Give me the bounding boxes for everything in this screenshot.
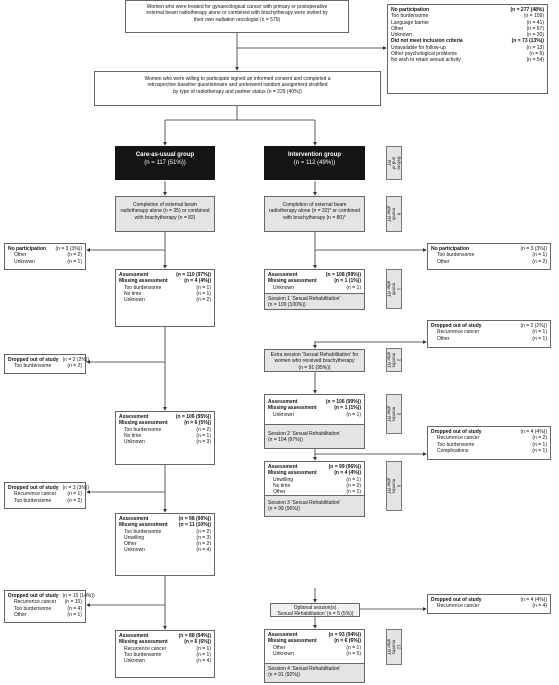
missing-row: Missing assessment (n = 6 (5%)) xyxy=(119,420,211,427)
cau-dropout-box-3 xyxy=(4,590,95,623)
group-title: Care-as-usual group xyxy=(135,152,195,158)
assessment-row: Assessment (n = 110 (97%)) xyxy=(119,272,211,278)
reason-row: Other (n = 1) xyxy=(273,489,361,496)
session-count: (n = 91 (92%)) xyxy=(268,672,301,679)
dropout-header: Dropped out of study (n = 4 (4%)) xyxy=(431,429,547,435)
dropout-row: Recurrence cancer (n = 4) xyxy=(437,603,547,610)
dropout-row: Too burdensome (n = 2) xyxy=(14,363,82,370)
extra-line: (n = 91 (95%)) xyxy=(298,364,331,371)
timepoint-label: 2 months after RT xyxy=(386,351,402,369)
timepoint-before-end-rt xyxy=(386,146,402,180)
reason-row: Too burdensome (n = 1) xyxy=(124,284,211,291)
reason-row: No time (n = 1) xyxy=(124,432,211,439)
invitation-box xyxy=(125,0,349,33)
cau-assessment-6m xyxy=(115,513,215,576)
dropout-row: Complications (n = 1) xyxy=(437,447,547,454)
int-session-3 xyxy=(264,495,365,517)
timepoint-label: 6 months after RT xyxy=(386,477,402,495)
timepoint-label: Before end of RT xyxy=(386,156,402,170)
missing-row: Missing assessment (n = 4 (4%)) xyxy=(119,278,211,285)
reason-row: No time (n = 1) xyxy=(124,290,211,297)
reason-row: Unknown (n = 1) xyxy=(273,411,361,418)
assessment-row: Assessment (n = 88 (94%)) xyxy=(119,633,211,639)
reason-row: No time (n = 2) xyxy=(273,482,361,489)
extra-line: women who received brachytherapy xyxy=(274,358,355,365)
no-participation-header: No participation (n = 277 (48%) xyxy=(391,7,544,13)
reason-row: Unknown (n = 4) xyxy=(124,658,211,665)
reason-row: Language barrier (n = 41) xyxy=(391,19,544,26)
missing-row: Missing assessment (n = 4 (4%)) xyxy=(268,470,361,477)
int-assessment-1m xyxy=(264,269,365,293)
reason-row: Unknown (n = 3) xyxy=(124,439,211,446)
assessment-row: Assessment (n = 99 (96%)) xyxy=(268,464,361,470)
cau-assessment-3m xyxy=(115,411,215,465)
session-title: Session 1 ‘Sexual Rehabilitation’ xyxy=(268,296,341,302)
invite-line: Women who were treated for gynaecological cancer with primary or postoperative xyxy=(146,4,328,10)
consent-box xyxy=(94,71,381,106)
cau-dropout-box-2 xyxy=(4,482,90,509)
consent-line: by type of radiotherapy and partner status (n = 229 (40%)) xyxy=(173,88,302,95)
cau-assessment-12m xyxy=(115,630,215,678)
reason-row: Unknown (n = 1) xyxy=(273,284,361,291)
reason-row: Unknown (n = 30) xyxy=(391,32,544,39)
dropout-row: Recurrence cancer (n = 1) xyxy=(437,329,547,336)
assessment-row: Assessment (n = 108 (99%)) xyxy=(268,272,361,278)
reason-row: Unknown (n = 2) xyxy=(124,297,211,304)
missing-row: Missing assessment (n = 1 (1%)) xyxy=(268,278,361,285)
int-assessment-3m xyxy=(264,394,365,424)
int-assessment-12m xyxy=(264,629,365,663)
reason-row: Too burdensome (n = 1) xyxy=(124,651,211,658)
dropout-row: Too burdensome (n = 1) xyxy=(437,441,547,448)
int-dropout-box-2 xyxy=(427,426,551,460)
missing-row: Missing assessment (n = 6 (6%)) xyxy=(268,638,361,645)
int-optional-session xyxy=(270,603,360,617)
int-extra-session xyxy=(264,349,365,372)
care-as-usual-header xyxy=(115,146,215,180)
extra-line: Extra session ‘Sexual Rehabilitation’ for xyxy=(270,352,359,358)
session-title: Session 2 ‘Sexual Rehabilitation’ xyxy=(268,431,341,437)
timepoint-label: 0 month after RT xyxy=(386,205,402,223)
int-completion-box xyxy=(264,196,365,232)
completion-line: radiotherapy alone (n = 32)* or combined xyxy=(268,208,361,215)
cau-no-participation-box xyxy=(4,243,86,270)
group-count: (n = 117 (51%)) xyxy=(144,159,186,166)
int-session-1 xyxy=(264,293,365,310)
timepoint-label: 3 months after RT xyxy=(386,405,402,423)
timepoint-1-month xyxy=(386,269,402,309)
np-header: No participation (n = 3 (3%)) xyxy=(431,246,547,252)
int-dropout-box-3 xyxy=(427,594,551,614)
dropout-header: Dropped out of study (n = 3 (3%)) xyxy=(8,485,90,491)
reason-row: Too burdensome (n = 109) xyxy=(391,13,544,20)
session-count: (n = 109 (100%)) xyxy=(268,302,306,309)
assessment-row: Assessment (n = 106 (95%)) xyxy=(119,414,211,420)
assessment-row: Assessment (n = 93 (94%)) xyxy=(268,632,361,638)
reason-row: Too burdensome (n = 2) xyxy=(124,426,211,433)
timepoint-6-months xyxy=(386,461,402,511)
dropout-row: Recurrence cancer (n = 2) xyxy=(437,435,547,442)
consent-line: retrospective baseline questionnaire and underwent random assignment stratified xyxy=(147,82,328,89)
group-count: (n = 112 (49%)) xyxy=(293,159,336,166)
group-title: Intervention group xyxy=(288,152,341,158)
inclusion-criteria-header: Did not meet inclusion criteria (n = 73 (13%)) xyxy=(391,38,544,45)
reason-row: Unwilling (n = 1) xyxy=(273,476,361,483)
timepoint-3-months xyxy=(386,394,402,434)
timepoint-0-month xyxy=(386,196,402,232)
optional-line: Optional session(s) xyxy=(293,605,337,611)
cau-completion-box xyxy=(115,196,215,232)
intervention-header xyxy=(264,146,365,180)
dropout-header: Dropped out of study (n = 2 (2%)) xyxy=(431,323,547,329)
int-session-2 xyxy=(264,424,365,449)
missing-row: Missing assessment (n = 6 (6%)) xyxy=(119,639,211,646)
session-title: Session 3 ‘Sexual Rehabilitation’ xyxy=(268,500,341,506)
timepoint-2-months xyxy=(386,348,402,372)
completion-line: with brachytherapy (n = 82) xyxy=(134,214,196,221)
reason-row: Unavailable for follow-up (n = 13) xyxy=(391,44,544,51)
reason-row: Other psychological problems (n = 6) xyxy=(391,51,544,58)
np-row: Too burdensome (n = 1) xyxy=(437,252,547,259)
invite-line: their own radiation oncologist (n = 579) xyxy=(193,16,281,23)
np-row: Unknown (n = 1) xyxy=(14,258,82,265)
int-session-4 xyxy=(264,663,365,683)
invite-line: external beam radiotherapy alone or combined with brachytherapy were invited by xyxy=(146,10,328,17)
completion-line: Completion of external beam xyxy=(133,202,197,208)
reason-row: Too burdensome (n = 2) xyxy=(124,528,211,535)
dropout-header: Dropped out of study (n = 2 (2%)) xyxy=(8,357,90,363)
reason-row: Other (n = 97) xyxy=(391,25,544,32)
dropout-row: Too burdensome (n = 4) xyxy=(14,605,82,612)
int-dropout-box-1 xyxy=(427,320,551,348)
nonparticipation-box xyxy=(387,4,548,94)
missing-row: Missing assessment (n = 11 (10%)) xyxy=(119,522,211,529)
int-no-participation-box xyxy=(427,243,551,270)
dropout-row: Recurrence cancer (n = 10) xyxy=(14,599,82,606)
np-row: Other (n = 2) xyxy=(437,258,547,265)
cau-assessment-1m xyxy=(115,269,215,327)
assessment-row: Assessment (n = 106 (99%)) xyxy=(268,399,361,405)
session-title: Session 4 ‘Sexual Rehabilitation’ xyxy=(268,666,341,672)
assessment-row: Assessment (n = 98 (90%)) xyxy=(119,516,211,522)
session-count: (n = 104 (97%)) xyxy=(268,437,303,444)
completion-line: with brachytherapy (n = 80)* xyxy=(283,214,346,221)
reason-row: Other (n = 2) xyxy=(124,541,211,548)
reason-row: Unwilling (n = 3) xyxy=(124,534,211,541)
cau-dropout-box-1 xyxy=(4,354,90,374)
reason-row: No wish to retain sexual activity (n = 54) xyxy=(391,57,544,64)
dropout-row: Other (n = 1) xyxy=(437,335,547,342)
session-count: (n = 99 (96%)) xyxy=(268,506,301,513)
reason-row: Unknown (n = 4) xyxy=(124,547,211,554)
optional-line: ‘Sexual Rehabilitation’ (n = 5 (5%)) xyxy=(276,611,354,618)
timepoint-label: 12 months after RT xyxy=(386,638,402,656)
reason-row: Unknown (n = 5) xyxy=(273,650,361,657)
dropout-row: Too burdensome (n = 2) xyxy=(14,497,82,504)
timepoint-label: 1 month after RT xyxy=(386,280,402,298)
np-header: No participation (n = 3 (3%)) xyxy=(8,246,82,252)
reason-row: Recurrence cancer (n = 1) xyxy=(124,645,211,652)
dropout-header: Dropped out of study (n = 4 (4%)) xyxy=(431,597,547,603)
consent-line: Women who were willing to participate signed an informed consent and completed a xyxy=(144,76,331,82)
np-row: Other (n = 2) xyxy=(14,252,82,259)
dropout-header: Dropped out of study (n = 15 (14%)) xyxy=(8,593,95,599)
completion-line: radiotherapy alone (n = 35) or combined xyxy=(120,208,210,215)
completion-line: Completion of external beam xyxy=(282,202,347,208)
dropout-row: Recurrence cancer (n = 1) xyxy=(14,491,82,498)
int-assessment-6m xyxy=(264,461,365,495)
reason-row: Other (n = 1) xyxy=(273,644,361,651)
timepoint-12-months xyxy=(386,629,402,665)
dropout-row: Other (n = 1) xyxy=(14,611,82,618)
missing-row: Missing assessment (n = 1 (1%)) xyxy=(268,405,361,412)
